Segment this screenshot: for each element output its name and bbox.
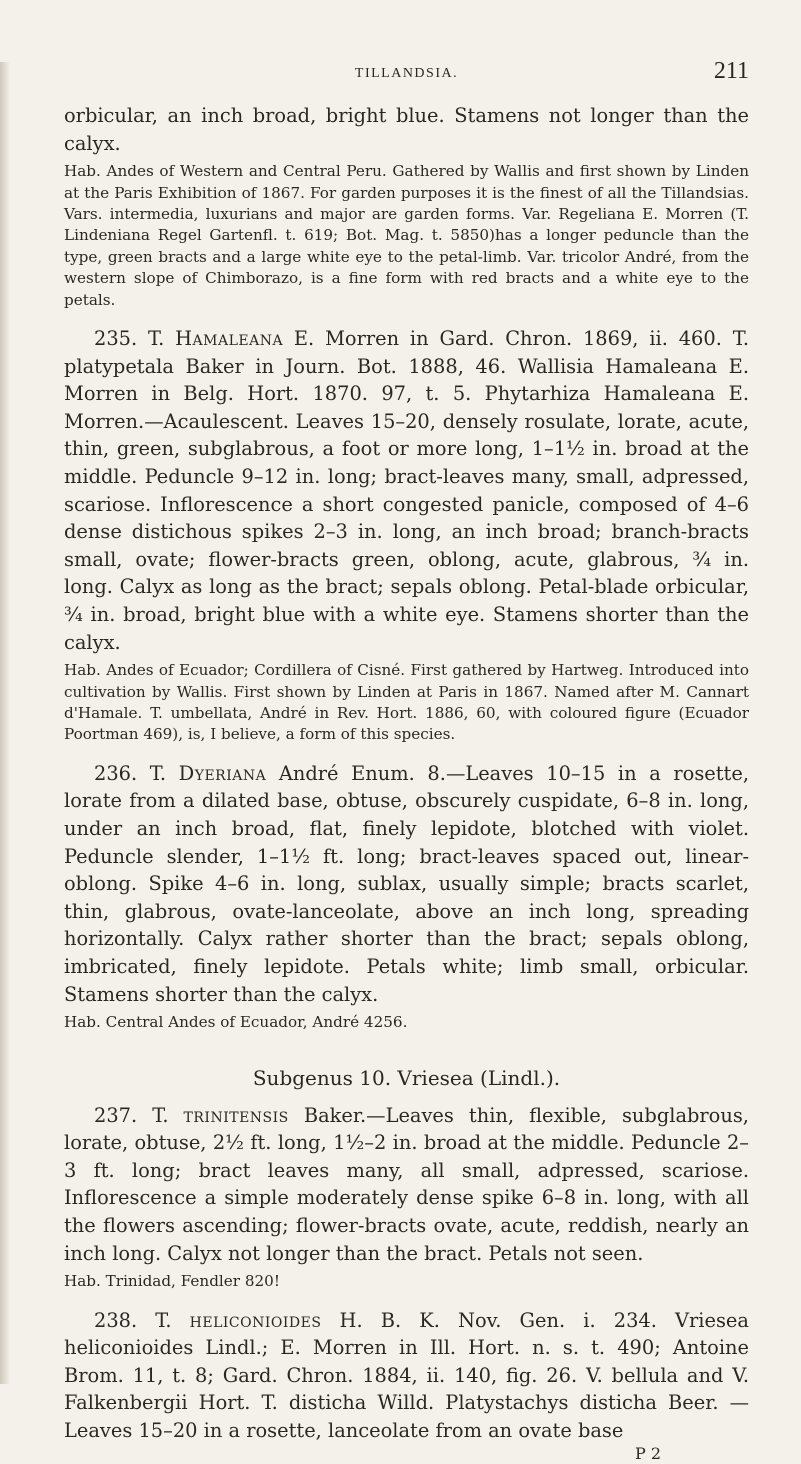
book-page <box>0 58 801 1464</box>
species-238-number: 238. T. <box>94 1308 172 1332</box>
continued-habitat-note: Hab. Andes of Western and Central Peru. Gathered by Wallis and first shown by Linden at the Paris Exhibition of 1867. For garden purposes it is the finest of all the Tillandsias. Vars. intermedia, luxurians and major are garden forms. Var. Regeliana E. Morren (T. Lindeniana Regel Gartenfl. t. 619; Bot. Mag. t. 5850)has a longer peduncle than the type, green bracts and a large white eye to the petal-limb. Var. tricolor André, from the western slope of Chimborazo, is a fine form with red bracts and a white eye to the petals. <box>64 162 749 309</box>
species-235-text: —Acaulescent. Leaves 15–20, densely rosulate, lorate, acute, thin, green, subglabrous, a foot or more long, 1–1½ in. broad at the middle. Peduncle 9–12 in. long; bract-leaves many, small, adpressed, scariose. Inflorescence a short congested panicle, composed of 4–6 dense distichous spikes 2–3 in. long, an inch broad; branch-bracts small, ovate; flower-bracts green, oblong, acute, glabrous, ¾ in. long. Calyx as long as the bract; sepals oblong. Petal-blade orbicular, ¾ in. broad, bright blue with a white eye. Stamens shorter than the calyx. <box>64 409 749 654</box>
running-title: TILLANDSIA. <box>354 66 459 81</box>
species-236 <box>64 760 749 1034</box>
species-236-synonymy: André Enum. 8. <box>278 761 446 785</box>
running-head <box>64 58 749 90</box>
subgenus-heading: Subgenus 10. Vriesea (Lindl.). <box>252 1065 561 1090</box>
species-236-text: —Leaves 10–15 in a rosette, lorate from a dilated base, obtuse, obscurely cuspidate, 6–8 in. long, under an inch broad, flat, finely lepidote, blotched with violet. Peduncle slender, 1–1½ ft. long; bract-leaves spaced out, linear-oblong. Spike 4–6 in. long, sublax, usually simple; bracts scarlet, thin, glabrous, ovate-lanceolate, above an inch long, spreading horizontally. Calyx rather shorter than the bract; sepals oblong, imbricated, finely lepidote. Petals white; limb small, orbicular. Stamens shorter than the calyx. <box>64 761 749 1006</box>
species-236-description <box>64 760 749 1008</box>
species-238-name: heliconioides <box>189 1308 322 1332</box>
species-238-synonymy: H. B. K. Nov. Gen. i. 234. Vriesea heliconioides Lindl.; E. Morren in Ill. Hort. n. s. t. 490; Antoine Brom. 11, t. 8; Gard. Chron. 1884, ii. 140, fig. 26. V. bellula and V. Falkenbergii Hort. T. disticha Willd. Platystachys disticha Beer. <box>64 1308 749 1415</box>
printer-signature-mark: P 2 <box>634 1444 661 1464</box>
species-237-habitat: Hab. Trinidad, Fendler 820! <box>64 1272 280 1291</box>
species-236-habitat: Hab. Central Andes of Ecuador, André 4256. <box>64 1013 408 1032</box>
species-237-name: trinitensis <box>183 1103 289 1127</box>
species-237-number: 237. T. <box>94 1103 169 1127</box>
species-235-number: 235. T. <box>94 327 165 351</box>
species-238 <box>64 1307 749 1445</box>
species-235-habitat: Hab. Andes of Ecuador; Cordillera of Cisné. First gathered by Hartweg. Introduced into cultivation by Wallis. First shown by Linden at Paris in 1867. Named after M. Cannart d'Hamale. T. umbellata, André in Rev. Hort. 1886, 60, with coloured figure (Ecuador Poortman 469), is, I believe, a form of this species. <box>64 661 749 744</box>
continued-description: orbicular, an inch broad, bright blue. Stamens not longer than the calyx. <box>64 104 749 155</box>
species-238-description <box>64 1307 749 1445</box>
species-235-name: Hamaleana <box>175 327 284 351</box>
page-number: 211 <box>713 58 749 84</box>
species-237-text: —Leaves thin, flexible, subglabrous, lorate, obtuse, 2½ ft. long, 1½–2 in. broad at the middle. Peduncle 2–3 ft. long; bract leaves many, all small, adpressed, scariose. Inflorescence a simple moderately dense spike 6–8 in. long, with all the flowers ascending; flower-bracts ovate, acute, reddish, nearly an inch long. Calyx not longer than the bract. Petals not seen. <box>64 1103 749 1265</box>
species-235-description <box>64 325 749 656</box>
species-237 <box>64 1102 749 1293</box>
species-238-text: — Leaves 15–20 in a rosette, lanceolate from an ovate base <box>64 1391 750 1442</box>
species-236-number: 236. T. <box>94 761 167 785</box>
species-237-description <box>64 1102 749 1268</box>
species-235 <box>64 325 749 746</box>
species-236-name: Dyeriana <box>178 761 267 785</box>
species-235-synonymy: E. Morren in Gard. Chron. 1869, ii. 460. T. platypetala Baker in Journ. Bot. 1888, 46. Wallisia Hamaleana E. Morren in Belg. Hort. 1870. 97, t. 5. Phytarhiza Hamaleana E. Morren. <box>64 327 749 433</box>
page-gutter-shadow <box>0 62 10 1384</box>
species-237-synonymy: Baker. <box>303 1103 367 1127</box>
